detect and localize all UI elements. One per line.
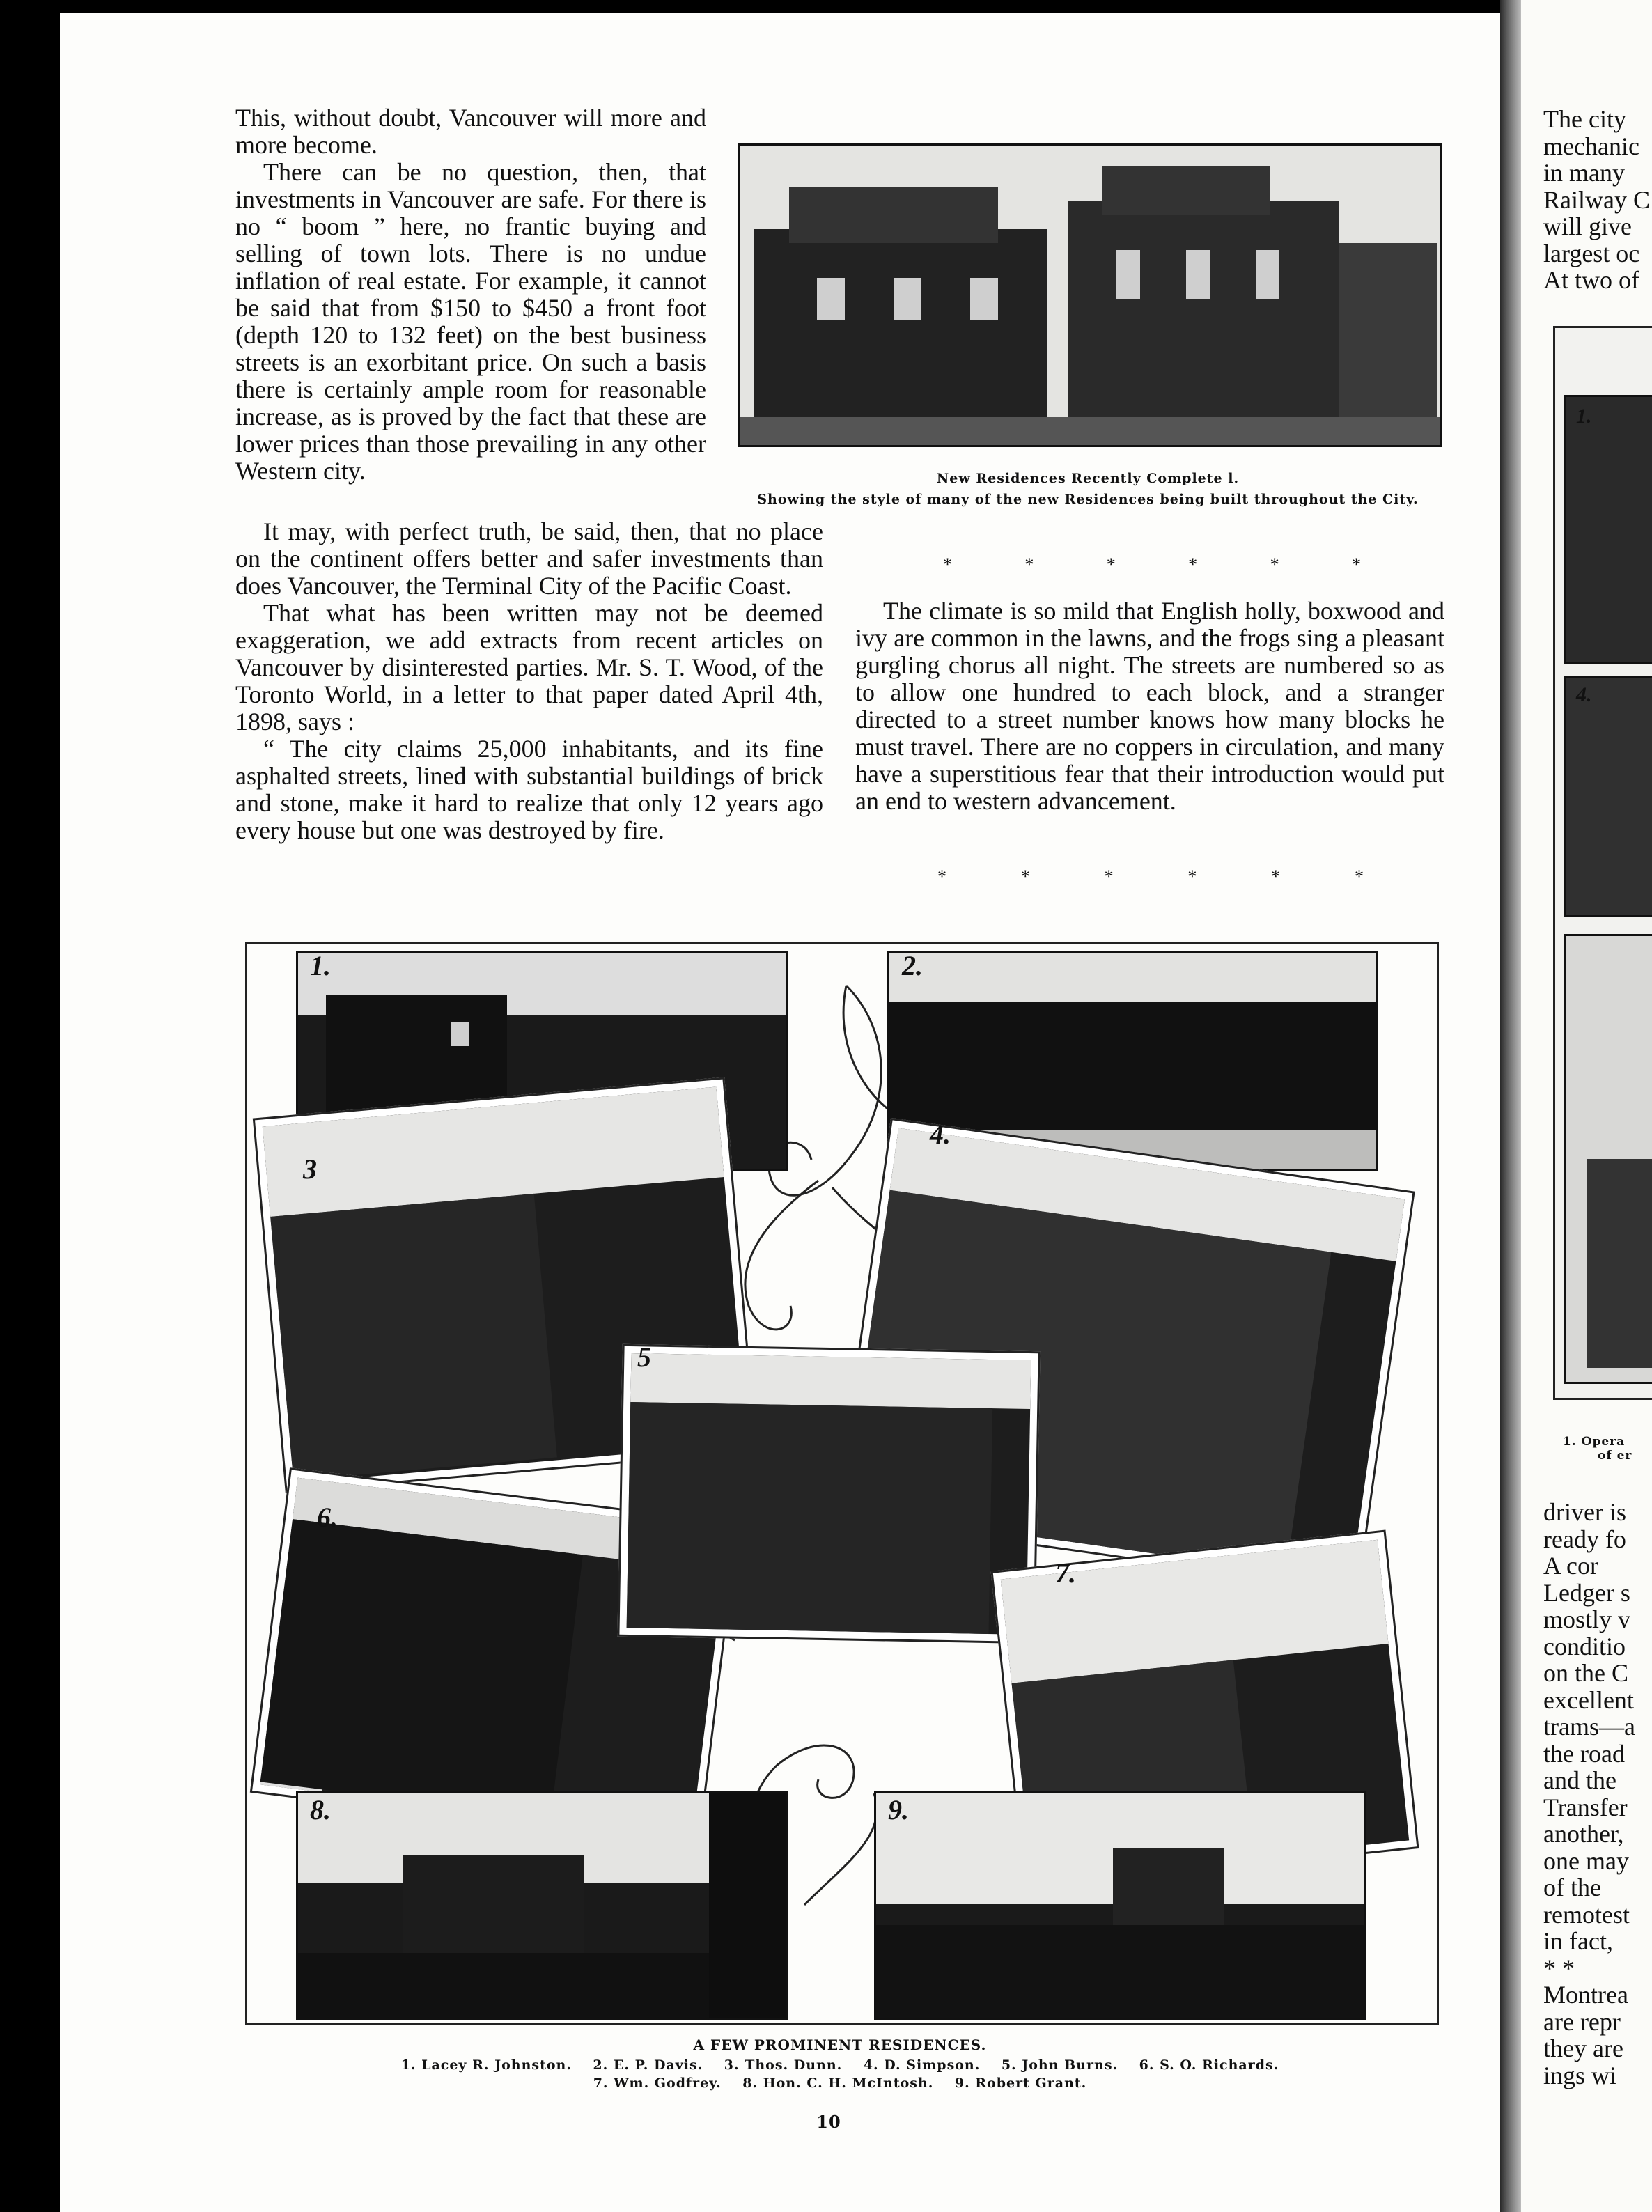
facing-page-bottom-text: driver is ready fo A cor Ledger s mostly v conditio on the C excellent trams—a the road and the Transfer another, one may of the remotest in fact, * * Montrea are repr they are ings wi xyxy=(1543,1498,1635,2089)
wide-paragraph-3: “ The city claims 25,000 inhabitants, and its fine asphalted streets, lined with substantial buildings of brick and stone, make it hard to realize that only 12 years ago every house but one was destroyed by fire. xyxy=(235,735,823,844)
collage-number-7: 7. xyxy=(1055,1557,1076,1589)
residence-photo-8 xyxy=(296,1791,788,2020)
stars-divider-bottom: * * * * * * xyxy=(937,866,1364,887)
collage-number-6: 6. xyxy=(317,1502,338,1533)
facing-photo-lower xyxy=(1564,934,1652,1384)
stars-divider-top: * * * * * * xyxy=(943,554,1361,575)
climate-paragraph: The climate is so mild that English holly, boxwood and ivy are common in the lawns, and the frogs sing a pleasant gurgling chorus all night. The streets are numbered so as to allow one hundred to each block, and a stranger directed to a street number knows how many blocks he must travel. There are no coppers in circulation, and many have a superstitious fear that their introduction would put an end to western advancement. xyxy=(855,597,1444,815)
top-photo-caption-2: Showing the style of many of the new Residences being built throughout the City. xyxy=(757,492,1419,507)
left-column xyxy=(235,104,706,485)
facing-photo-1 xyxy=(1564,395,1652,664)
left-paragraph-1: This, without doubt, Vancouver will more and more become. xyxy=(235,104,706,159)
collage-number-1: 1. xyxy=(310,950,331,981)
collage-number-4: 4. xyxy=(930,1119,951,1150)
facing-photo-4 xyxy=(1564,676,1652,917)
wide-paragraph-2: That what has been written may not be deemed exaggeration, we add extracts from recent articles on Vancouver by disinterested parties. Mr. S. T. Wood, of the Toronto World, in a letter to that paper dated April 4th, 1898, says : xyxy=(235,599,823,735)
house-left-image xyxy=(754,229,1047,438)
facing-page-top-text: The city mechanic in many Railway C will give largest oc At two of xyxy=(1543,105,1650,294)
collage-number-5: 5 xyxy=(637,1341,651,1373)
page-number: 10 xyxy=(816,2112,841,2132)
facing-number-4: 4. xyxy=(1576,683,1592,706)
collage-number-3: 3 xyxy=(303,1153,317,1185)
facing-number-1: 1. xyxy=(1576,405,1592,428)
collage-caption-title: A FEW PROMINENT RESIDENCES. xyxy=(693,2036,987,2053)
collage-caption-line-1: 1. Lacey R. Johnston. 2. E. P. Davis. 3. Thos. Dunn. 4. D. Simpson. 5. John Burns. 6. S. O. Richards. xyxy=(400,2057,1279,2073)
collage-number-9: 9. xyxy=(888,1794,909,1825)
facing-page-photo-frame xyxy=(1553,326,1652,1400)
facing-caption: 1. Opera of er xyxy=(1563,1435,1632,1463)
collage-number-8: 8. xyxy=(310,1794,331,1825)
wide-paragraph-1: It may, with perfect truth, be said, then, that no place on the continent offers better and safer investments than does Vancouver, the Terminal City of the Pacific Coast. xyxy=(235,517,823,600)
residence-photo-9 xyxy=(874,1791,1366,2020)
new-residences-photo xyxy=(738,143,1442,447)
collage-caption-line-2: 7. Wm. Godfrey. 8. Hon. C. H. McIntosh. 9. Robert Grant. xyxy=(593,2075,1087,2091)
left-paragraph-2: There can be no question, then, that investments in Vancouver are safe. For there is no “ boom ” here, no frantic buying and selling of town lots. There is no undue inflation of real estate. For example, it cannot be said that from $150 to $450 a front foot (depth 120 to 132 feet) on the best business streets is an exorbitant price. On such a basis there is certainly ample room for reasonable increase, as is proved by the fact that these are lower prices than those prevailing in any other Western city. xyxy=(235,158,706,485)
house-right-image xyxy=(1068,201,1339,424)
right-column xyxy=(855,598,1444,815)
residence-photo-5 xyxy=(617,1344,1040,1644)
facing-page xyxy=(1521,0,1652,2212)
wide-column xyxy=(235,518,823,844)
residences-collage xyxy=(245,942,1439,2025)
top-photo-caption-1: New Residences Recently Complete l. xyxy=(936,471,1240,486)
page-gutter xyxy=(1500,0,1521,2212)
collage-number-2: 2. xyxy=(902,950,923,981)
